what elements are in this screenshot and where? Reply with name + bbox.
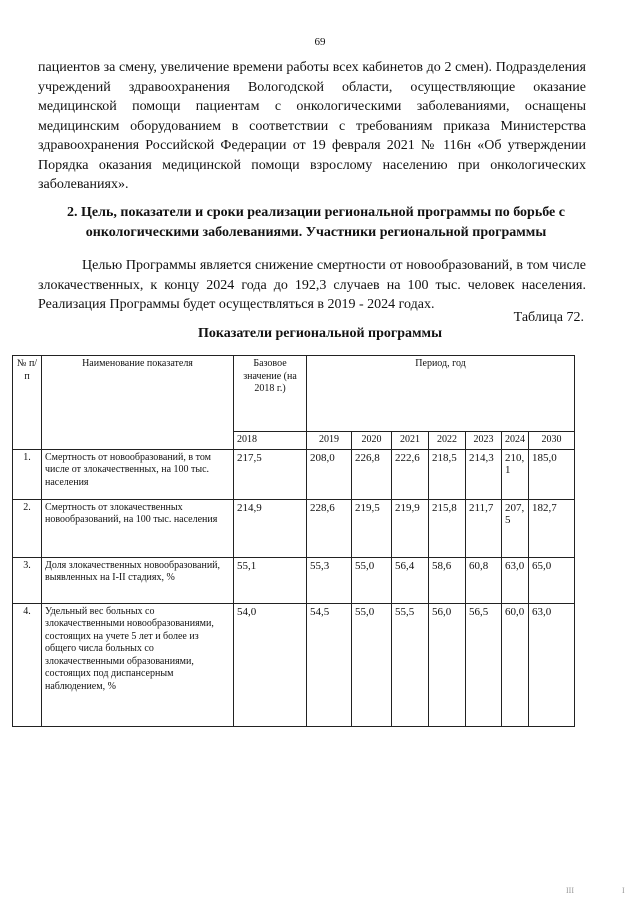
row-value: 182,7: [529, 499, 575, 557]
row-base-value: 55,1: [234, 557, 307, 603]
year-cell: 2019: [307, 432, 352, 450]
row-value: 60,0: [502, 603, 529, 726]
goal-paragraph: Целью Программы является снижение смертности от новообразований, в том числе злокачественных, к концу 2024 года до 192,3 случаев на 100 тыс. человек населения. Реализация Программы будет осуществляться в 2019 - 2024 годах.: [38, 258, 586, 312]
year-base: 2018: [234, 432, 307, 450]
table-row: [13, 603, 575, 726]
row-base-value: 214,9: [234, 499, 307, 557]
year-cell: 2024: [502, 432, 529, 450]
year-cell: 2020: [352, 432, 392, 450]
row-value: 218,5: [429, 449, 466, 499]
page-number: 69: [314, 36, 326, 48]
row-base-value: 54,0: [234, 603, 307, 726]
row-indicator-name: Смертность от новообразований, в том числе от злокачественных, на 100 тыс. населения: [42, 449, 234, 499]
row-value: 211,7: [466, 499, 502, 557]
row-value: 55,3: [307, 557, 352, 603]
indicators-table: [12, 355, 575, 727]
row-value: 60,8: [466, 557, 502, 603]
table-row: [13, 499, 575, 557]
row-base-value: 217,5: [234, 449, 307, 499]
year-cell: 2022: [429, 432, 466, 450]
row-value: 63,0: [529, 603, 575, 726]
row-value: 55,0: [352, 557, 392, 603]
row-value: 210,1: [502, 449, 529, 499]
row-value: 228,6: [307, 499, 352, 557]
table-title: Показатели региональной программы: [197, 326, 443, 341]
row-value: 55,5: [392, 603, 429, 726]
table-label: Таблица 72.: [513, 310, 584, 325]
row-value: 214,3: [466, 449, 502, 499]
row-indicator-name: Доля злокачественных новообразований, выявленных на I-II стадиях, %: [42, 557, 234, 603]
scan-mark: I: [622, 886, 625, 895]
year-cell: 2021: [392, 432, 429, 450]
row-indicator-name: Смертность от злокачественных новообразований, на 100 тыс. населения: [42, 499, 234, 557]
row-number: 1.: [13, 449, 42, 499]
header-indicator-name: Наименование показателя: [42, 356, 234, 450]
scan-mark: III: [566, 886, 574, 895]
intro-paragraph: пациентов за смену, увеличение времени работы всех кабинетов до 2 смен). Подразделения учреждений здравоохранения Вологодской области, осуществляющие оказание медицинской помощи пациентам с онкологическими заболеваниями, оснащены медицинским оборудованием в соответствии с требованиям приказа Министерства здравоохранения Российской Федерации от 19 февраля 2021 № 116н «Об утверждении Порядка оказания медицинской помощи взрослому населению при онкологических заболеваниях».: [38, 60, 586, 192]
row-value: 56,0: [429, 603, 466, 726]
section-heading: 2. Цель, показатели и сроки реализации региональной программы по борьбе с онкологическими заболеваниями. Участники региональной программы: [67, 205, 565, 240]
row-value: 185,0: [529, 449, 575, 499]
year-cell: 2023: [466, 432, 502, 450]
row-value: 55,0: [352, 603, 392, 726]
header-base-value: Базовое значение (на 2018 г.): [234, 356, 307, 432]
row-value: 222,6: [392, 449, 429, 499]
row-value: 219,9: [392, 499, 429, 557]
row-value: 56,5: [466, 603, 502, 726]
row-value: 58,6: [429, 557, 466, 603]
row-value: 65,0: [529, 557, 575, 603]
row-value: 226,8: [352, 449, 392, 499]
year-cell: 2030: [529, 432, 575, 450]
row-value: 54,5: [307, 603, 352, 726]
row-number: 4.: [13, 603, 42, 726]
table-row: [13, 449, 575, 499]
header-number: № п/п: [13, 356, 42, 450]
table-row: [13, 557, 575, 603]
row-value: 215,8: [429, 499, 466, 557]
row-number: 2.: [13, 499, 42, 557]
row-value: 207,5: [502, 499, 529, 557]
header-period: Период, год: [307, 356, 575, 432]
row-value: 63,0: [502, 557, 529, 603]
row-number: 3.: [13, 557, 42, 603]
row-indicator-name: Удельный вес больных со злокачественными новообразованиями, состоящих на учете 5 лет и более из общего числа больных со злокачественными образованиями, состоящих под диспансерным наблюдением, %: [42, 603, 234, 726]
row-value: 56,4: [392, 557, 429, 603]
row-value: 219,5: [352, 499, 392, 557]
row-value: 208,0: [307, 449, 352, 499]
